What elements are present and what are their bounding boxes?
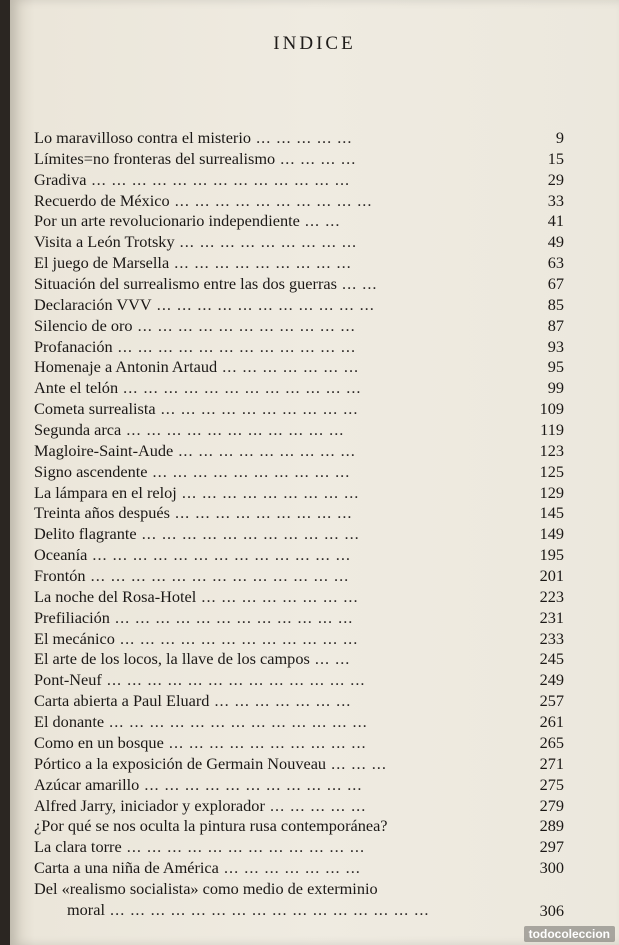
- toc-entry: [34, 378, 564, 399]
- toc-leader-dots: ... ... ... ... ... ... ... ... ... ...: [155, 399, 359, 419]
- toc-entry-title: Gradiva: [34, 169, 87, 189]
- toc-entry-title: Por un arte revolucionario independiente: [34, 211, 300, 231]
- toc-page-number: 289: [539, 816, 564, 836]
- toc-entry-continuation-line: [34, 900, 564, 921]
- toc-entry: [34, 608, 564, 629]
- toc-entry-title: La lámpara en el reloj: [34, 482, 177, 502]
- toc-page-number: 41: [547, 211, 564, 231]
- toc-page-number: 145: [539, 503, 564, 523]
- toc-page-number: 123: [539, 440, 564, 460]
- toc-leader-dots: ... ... ... ... ... ... ... ... ... ... ...: [121, 420, 345, 440]
- toc-entry-continuation: moral: [67, 899, 105, 919]
- toc-entry-title: El juego de Marsella: [34, 253, 170, 273]
- toc-leader-dots: ... ... ... ... ... ... ... ... ...: [174, 232, 358, 252]
- toc-entry-title: La noche del Rosa-Hotel: [34, 586, 197, 606]
- toc-entry-title: Cometa surrealista: [34, 399, 156, 419]
- toc-entry: [34, 524, 564, 545]
- toc-entry-title: Magloire-Saint-Aude: [34, 440, 174, 460]
- toc-entry: [34, 649, 564, 670]
- toc-entry-title: El arte de los locos, la llave de los campos: [34, 649, 310, 669]
- toc-page-number: 231: [539, 607, 564, 627]
- toc-entry-title: Ante el telón: [34, 378, 119, 398]
- toc-entry: [34, 232, 564, 253]
- toc-page-number: 49: [547, 232, 564, 252]
- toc-page-number: 85: [547, 294, 564, 314]
- toc-leader-dots: ... ... ... ... ... ... ... ... ...: [169, 503, 353, 523]
- toc-leader-dots: ... ... ... ... ... ... ... ... ... ... ... ... ...: [86, 169, 351, 189]
- toc-entry-title: Segunda arca: [34, 420, 122, 440]
- toc-entry-title: Pórtico a la exposición de Germain Nouveau: [34, 753, 327, 773]
- toc-page-number: 33: [547, 190, 564, 210]
- toc-page-number: 87: [547, 315, 564, 335]
- toc-page-number: 15: [547, 148, 564, 168]
- toc-leader-dots: ... ... ... ... ... ... ... ... ... ... ... ...: [114, 628, 359, 648]
- toc-leader-dots: ... ... ... ... ... ... ... ... ... ... ... ... ...: [101, 670, 366, 690]
- toc-page-number: 67: [547, 274, 564, 294]
- toc-leader-dots: ... ... ... ... ... ... ... ... ... ... ... ... ... ... ... ...: [104, 899, 430, 919]
- toc-page-number: 119: [540, 420, 564, 440]
- toc-leader-dots: ... ... ... ... ... ... ... ... ...: [169, 253, 352, 273]
- toc-page-number: 129: [539, 482, 564, 502]
- toc-page-number: 279: [539, 795, 564, 815]
- toc-entry: [34, 816, 564, 837]
- toc-entry: [34, 441, 564, 462]
- toc-leader-dots: ... ... ... ... ... ... ... ... ... ... ... ... ...: [85, 566, 350, 586]
- toc-leader-dots: ... ... ... ... ... ... ... ... ... ... ... ...: [121, 837, 366, 857]
- toc-entry: [34, 483, 564, 504]
- toc-entry: [34, 566, 564, 587]
- toc-entry-title: Declaración VVV: [34, 294, 152, 314]
- toc-page-number: 249: [539, 670, 564, 690]
- toc-leader-dots: ... ... ... ... ... ... ... ... ... ... ...: [136, 524, 360, 544]
- toc-page-number: 63: [547, 253, 564, 273]
- toc-page-number: 201: [539, 566, 564, 586]
- toc-leader-dots: ... ... ... ... ... ... ...: [217, 357, 360, 377]
- toc-leader-dots: ... ...: [309, 649, 351, 669]
- toc-leader-dots: ... ... ... ... ... ... ... ... ... ... ...: [139, 774, 363, 794]
- toc-entry: [34, 858, 564, 879]
- toc-entry-title: Alfred Jarry, iniciador y explorador: [34, 795, 265, 815]
- toc-leader-dots: ... ... ... ... ... ... ... ... ...: [173, 440, 356, 460]
- toc-page-number: 125: [539, 461, 564, 481]
- toc-entry: [34, 274, 564, 295]
- toc-page-number: 9: [555, 128, 564, 147]
- toc-entry-title: Oceanía: [34, 545, 88, 565]
- toc-entry-title: Límites=no fronteras del surrealismo: [34, 148, 276, 168]
- toc-entry: [34, 211, 564, 232]
- toc-leader-dots: ... ... ... ... ... ... ... ... ... ... ... ... ...: [104, 712, 368, 732]
- toc-entry: [34, 796, 564, 817]
- watermark: todocoleccion: [524, 926, 615, 942]
- toc-page-number: 233: [539, 628, 564, 648]
- toc-entry-title: Visita a León Trotsky: [34, 232, 175, 252]
- toc-leader-dots: ... ... ... ... ... ... ... ... ... ... ...: [151, 294, 375, 314]
- toc-leader-dots: ... ... ... ... ... ... ... ... ... ... ...: [132, 315, 356, 335]
- toc-entry: [34, 775, 564, 796]
- toc-page-number: 223: [539, 586, 564, 606]
- toc-leader-dots: ... ... ... ... ...: [251, 128, 353, 147]
- toc-leader-dots: ... ... ... ...: [275, 148, 357, 168]
- toc-page-number: 29: [547, 169, 564, 189]
- toc-page-number: 300: [539, 858, 564, 878]
- toc-entry: [34, 420, 564, 441]
- toc-entry-title: Profanación: [34, 336, 113, 356]
- toc-entry: [34, 149, 564, 170]
- toc-page-number: 257: [539, 691, 564, 711]
- toc-page-number: 297: [539, 837, 564, 857]
- toc-entry: [34, 754, 564, 775]
- toc-entry-title: Recuerdo de México: [34, 190, 170, 210]
- toc-entry-title: Pont-Neuf: [34, 670, 102, 690]
- toc-entry-title: Prefiliación: [34, 607, 110, 627]
- toc-entry-title: El donante: [34, 712, 105, 732]
- toc-entry-title: Frontón: [34, 566, 86, 586]
- table-of-contents: [34, 128, 564, 921]
- toc-entry-title: Carta a una niña de América: [34, 858, 219, 878]
- toc-entry: [34, 295, 564, 316]
- toc-entry: [34, 191, 564, 212]
- toc-page-number: 195: [539, 545, 564, 565]
- toc-entry: [34, 587, 564, 608]
- book-page: [10, 0, 619, 945]
- toc-entry-title: La clara torre: [34, 837, 122, 857]
- toc-entry: [34, 879, 564, 921]
- toc-entry-title: Homenaje a Antonin Artaud: [34, 357, 218, 377]
- toc-entry-title: Como en un bosque: [34, 732, 164, 752]
- toc-leader-dots: ... ... ... ... ... ... ... ...: [196, 586, 359, 606]
- toc-leader-dots: ... ... ... ... ... ... ... ... ... ... ... ... ...: [87, 545, 351, 565]
- toc-page-number: 275: [539, 774, 564, 794]
- toc-entry-title: Azúcar amarillo: [34, 774, 140, 794]
- toc-leader-dots: ... ... ... ... ... ... ... ... ... ...: [163, 732, 367, 752]
- toc-entry-title: Treinta años después: [34, 503, 170, 523]
- toc-entry-title: Carta abierta a Paul Eluard: [34, 691, 210, 711]
- toc-entry: [34, 545, 564, 566]
- toc-entry-title: Silencio de oro: [34, 315, 133, 335]
- toc-entry-title: Situación del surrealismo entre las dos guerras: [34, 274, 337, 294]
- toc-entry: [34, 691, 564, 712]
- toc-leader-dots: ... ...: [336, 274, 378, 294]
- toc-page-number: 261: [539, 712, 564, 732]
- toc-entry: [34, 733, 564, 754]
- toc-entry-title: Delito flagrante: [34, 524, 137, 544]
- toc-entry-title: El mecánico: [34, 628, 115, 648]
- toc-entry: [34, 670, 564, 691]
- toc-entry: [34, 170, 564, 191]
- toc-entry: [34, 629, 564, 650]
- toc-leader-dots: ... ... ... ... ... ... ...: [218, 858, 361, 878]
- toc-leader-dots: ... ... ... ... ... ... ... ... ... ... ... ...: [109, 607, 354, 627]
- toc-entry-title: ¿Por qué se nos oculta la pintura rusa contemporánea?: [34, 816, 388, 836]
- toc-entry: [34, 357, 564, 378]
- toc-page-number: 245: [539, 649, 564, 669]
- toc-leader-dots: ... ...: [299, 211, 341, 231]
- toc-leader-dots: ... ... ... ... ... ... ... ... ... ...: [169, 190, 373, 210]
- toc-leader-dots: ... ... ... ... ... ... ... ... ...: [176, 482, 360, 502]
- toc-entry-title: Del «realismo socialista» como medio de exterminio: [34, 878, 378, 898]
- toc-page-number: 149: [539, 524, 564, 544]
- toc-entry-title: Lo maravilloso contra el misterio: [34, 128, 252, 147]
- toc-entry: [34, 337, 564, 358]
- toc-entry: [34, 399, 564, 420]
- toc-page-number: 271: [539, 753, 564, 773]
- toc-entry: [34, 503, 564, 524]
- toc-page-number: 99: [547, 378, 564, 398]
- toc-entry-title: Signo ascendente: [34, 461, 148, 481]
- toc-leader-dots: ... ... ... ... ... ... ... ... ... ...: [147, 461, 351, 481]
- toc-leader-dots: ... ... ... ... ... ... ... ... ... ... ... ...: [112, 336, 357, 356]
- toc-entry: [34, 128, 564, 149]
- toc-entry: [34, 316, 564, 337]
- toc-leader-dots: ... ... ... ... ... ... ... ... ... ... ... ...: [118, 378, 362, 398]
- toc-page-number: 93: [547, 336, 564, 356]
- toc-leader-dots: ... ... ... ... ...: [264, 795, 367, 815]
- toc-page-number: 109: [539, 399, 564, 419]
- toc-entry: [34, 462, 564, 483]
- toc-entry: [34, 837, 564, 858]
- toc-page-number: 265: [539, 732, 564, 752]
- toc-entry: [34, 253, 564, 274]
- toc-leader-dots: ... ... ... ... ... ... ...: [209, 691, 352, 711]
- page-title: INDICE: [273, 33, 356, 54]
- toc-leader-dots: ... ... ...: [326, 753, 387, 773]
- toc-page-number: 95: [547, 357, 564, 377]
- toc-page-number: 306: [539, 900, 564, 920]
- toc-entry: [34, 712, 564, 733]
